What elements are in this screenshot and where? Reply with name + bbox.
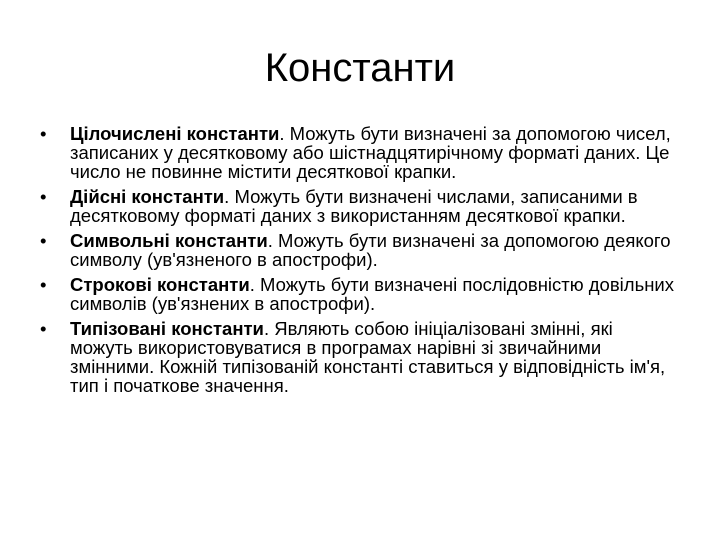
bullet-list (40, 124, 680, 401)
bullet-term: Цілочислені константи (70, 123, 280, 144)
bullet-item-string-constants (40, 275, 680, 313)
bullet-icon: • (40, 123, 47, 144)
bullet-text: . Можуть бути визначені за допомогою чисел, записаних у десятковому або шістнадцятирічному форматі даних. Це число не повинне містити десяткової крапки. (70, 123, 671, 182)
bullet-item-typed-constants (40, 319, 680, 395)
bullet-term: Строкові константи (70, 274, 250, 295)
bullet-icon: • (40, 274, 47, 295)
slide-title: Константи (264, 46, 456, 90)
bullet-icon: • (40, 230, 47, 251)
bullet-icon: • (40, 186, 47, 207)
bullet-item-character-constants (40, 231, 680, 269)
bullet-text: . Являють собою ініціалізовані змінні, які можуть використовуватися в програмах нарівні зі звичайними змінними. Кожній типізованій константі ставиться у відповідність ім'я, тип і початкове значення. (70, 318, 666, 396)
bullet-item-integer-constants (40, 124, 680, 181)
bullet-term: Символьні константи (70, 230, 268, 251)
bullet-icon: • (40, 318, 47, 339)
bullet-term: Дійсні константи (70, 186, 225, 207)
bullet-text: . Можуть бути визначені послідовністю довільних символів (ув'язнених в апострофи). (70, 274, 675, 314)
bullet-term: Типізовані константи (70, 318, 264, 339)
bullet-text: . Можуть бути визначені числами, записаними в десятковому форматі даних з використанням десяткової крапки. (70, 186, 638, 226)
bullet-item-real-constants (40, 187, 680, 225)
bullet-text: . Можуть бути визначені за допомогою деякого символу (ув'язненого в апострофи). (70, 230, 671, 270)
